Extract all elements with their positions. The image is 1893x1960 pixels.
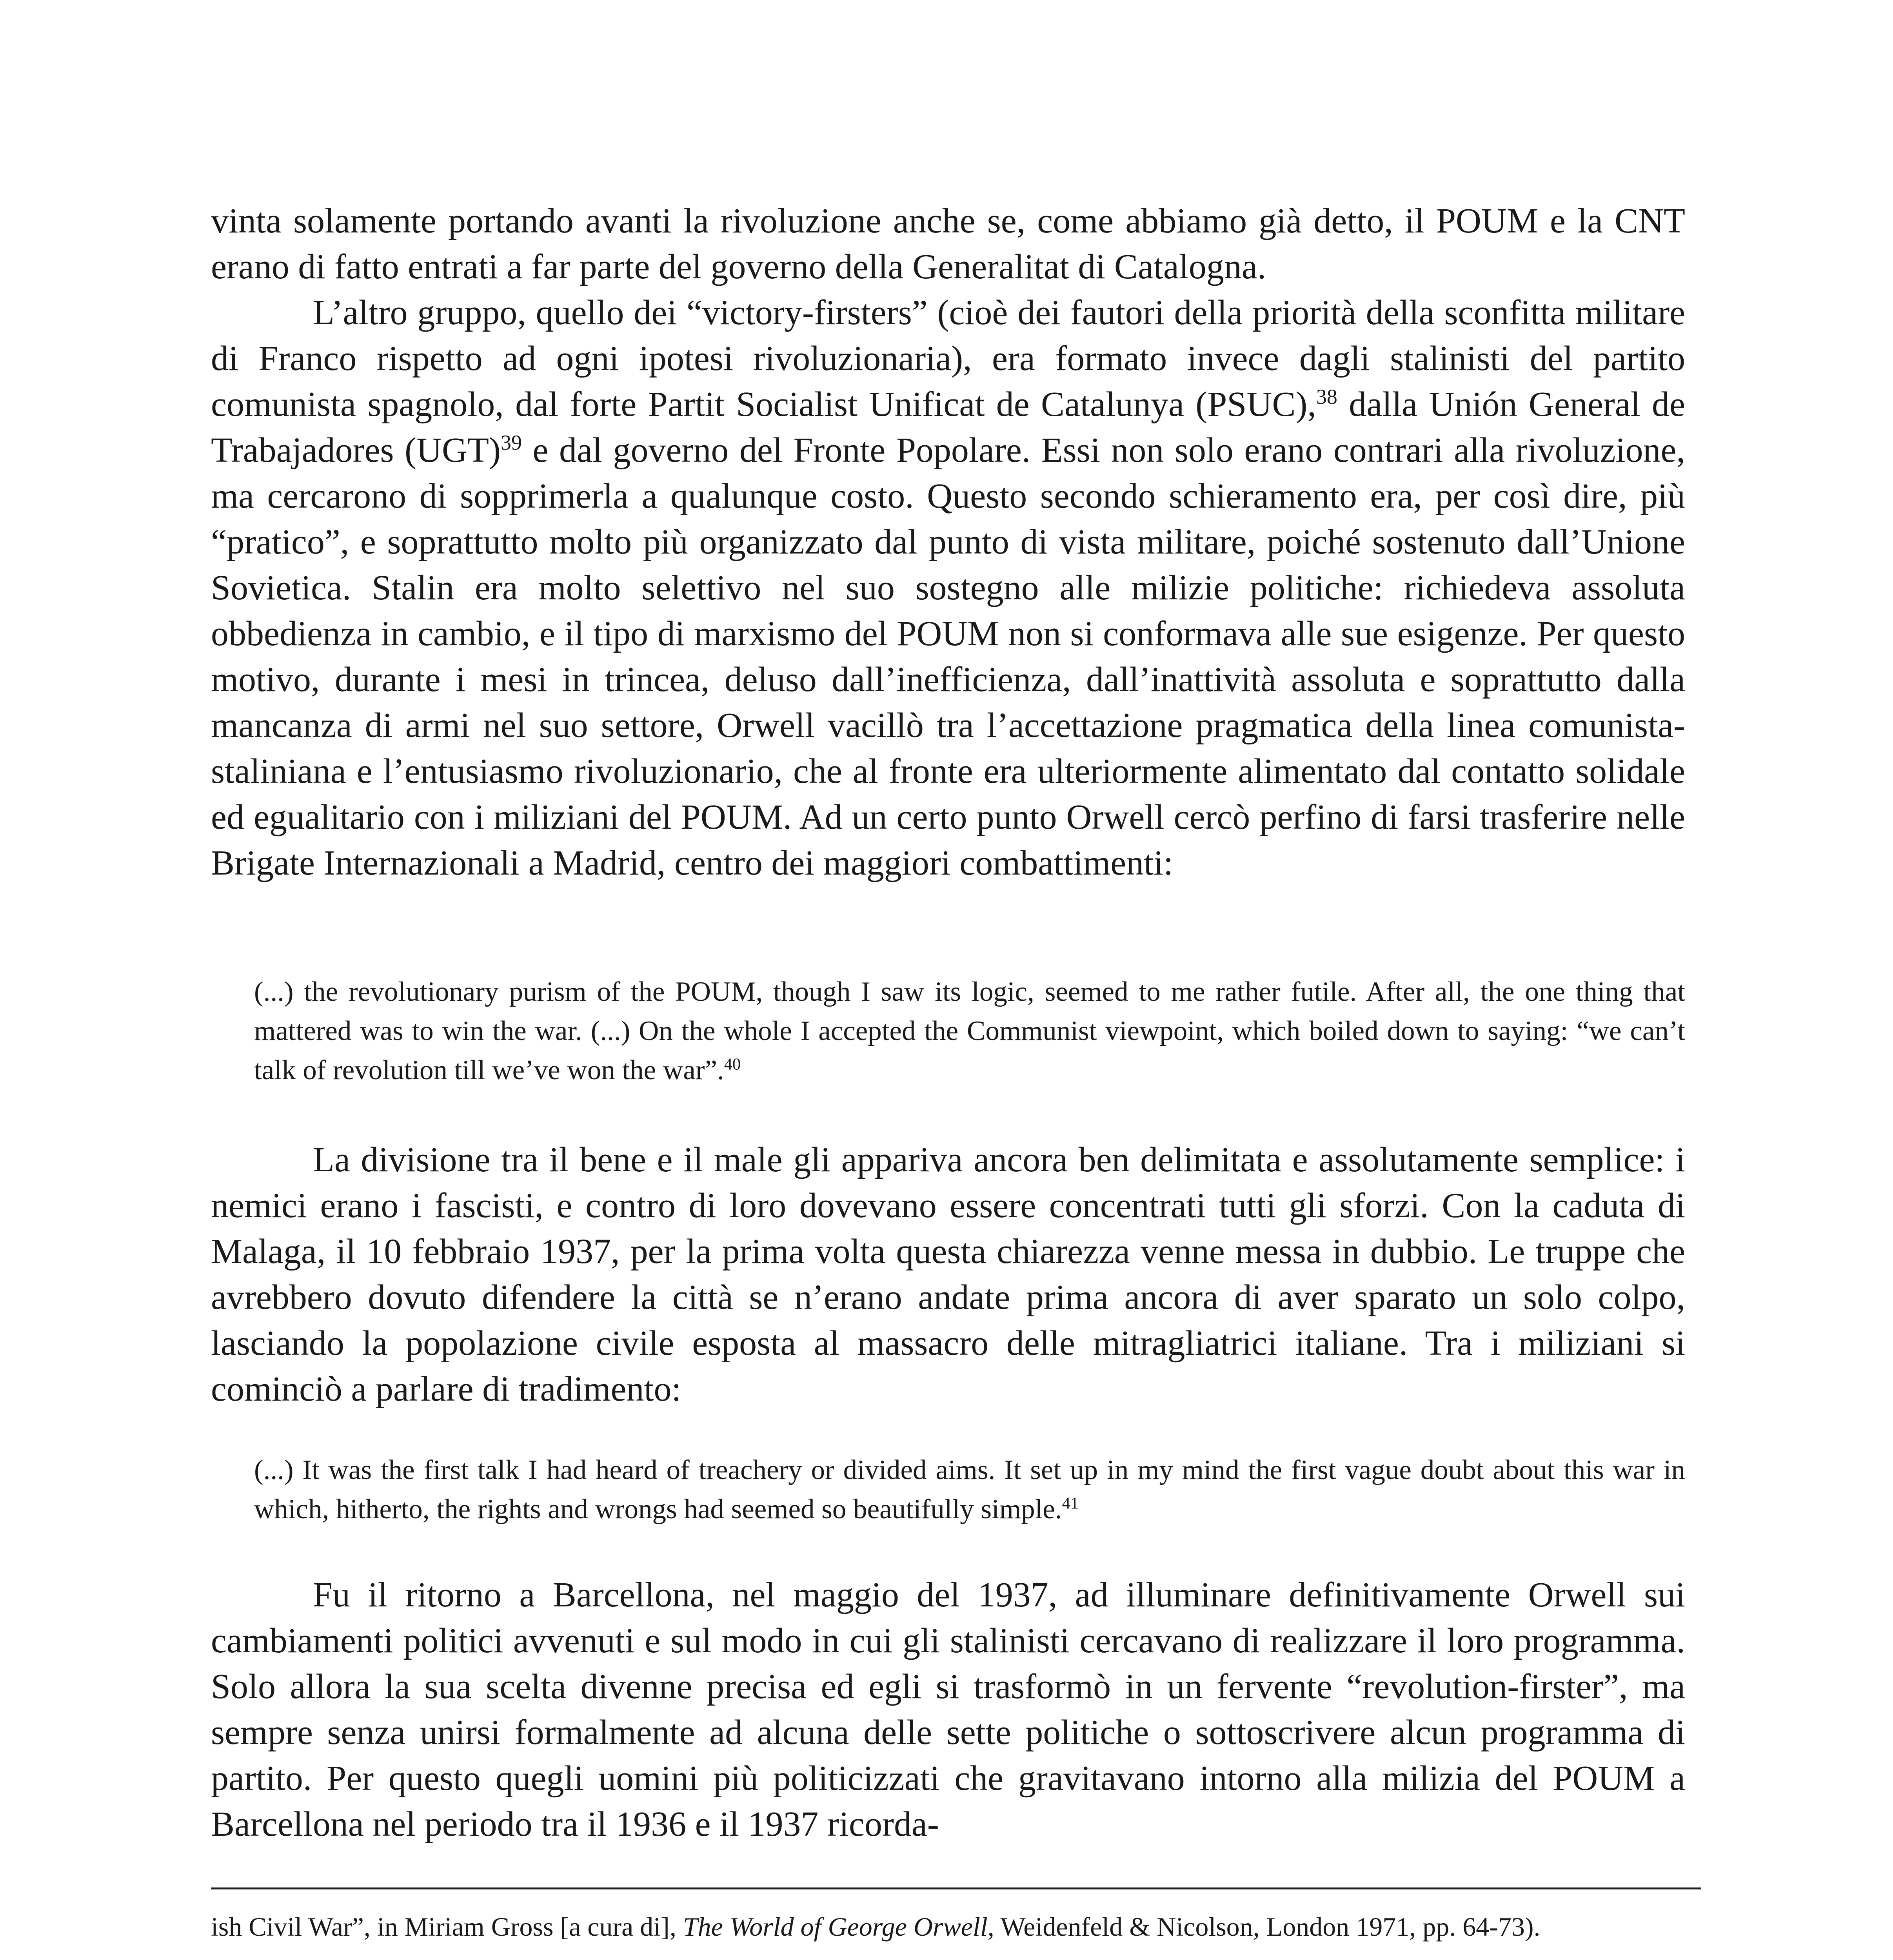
footnote-text: , Weidenfeld & Nicolson, London 1971, pp. 64-73). — [987, 1912, 1541, 1942]
paragraph-text: e dal governo del Fronte Popolare. Essi non solo erano contrari alla rivoluzione, ma cercarono di sopprimerla a qualunque costo. Questo secondo schieramento era, per così dire, più “pratico”, e soprattutto molto più organizzato dal punto di vista militare, poiché sostenuto dall’Unione Sovietica. Stalin era molto selettivo nel suo sostegno alle milizie politiche: richiedeva assoluta obbedienza in cambio, e il tipo di marxismo del POUM non si conformava alle sue esigenze. Per questo motivo, durante i mesi in trincea, deluso dall’inefficienza, dall’inattività assoluta e soprattutto dalla mancanza di armi nel suo settore, Orwell vacillò tra l’accettazione pragmatica della linea comunista-staliniana e l’entusiasmo rivoluzionario, che al fronte era ulteriormente alimentato dal contatto solidale ed egualitario con i miliziani del POUM. Ad un certo punto Orwell cercò perfino di farsi trasferire nelle Brigate Internazionali a Madrid, centro dei maggiori combattimenti: — [211, 431, 1685, 882]
paragraph-text: L’altro gruppo, quello dei “victory-firsters” (cioè dei fautori della priorità della sconfitta militare di Franco rispetto ad ogni ipotesi rivoluzionaria), era formato invece dagli stalinisti del partito comunista spagnolo, dal forte Partit Socialist Unificat de Catalunya (PSUC), — [211, 293, 1685, 424]
paragraph-barcellona — [211, 1572, 1685, 1847]
footnote-separator — [211, 1887, 1701, 1889]
footnote-ref-39[interactable]: 39 — [501, 431, 522, 454]
quote-text: (...) It was the first talk I had heard of treachery or divided aims. It set up in my mind the first vague doubt about this war in which, hitherto, the rights and wrongs had seemed so beautifully simple. — [254, 1455, 1685, 1524]
footnote-ref-41[interactable]: 41 — [1062, 1494, 1079, 1513]
block-quote-2 — [254, 1450, 1685, 1529]
book-title: The World of George Orwell — [683, 1912, 988, 1942]
paragraph-text: La divisione tra il bene e il male gli appariva ancora ben delimitata e assolutamente semplice: i nemici erano i fascisti, e contro di loro dovevano essere concentrati tutti gli sforzi. Con la caduta di Malaga, il 10 febbraio 1937, per la prima volta questa chiarezza venne messa in dubbio. Le truppe che avrebbero dovuto difendere la città se n’erano andate prima ancora di aver sparato un solo colpo, lasciando la popolazione civile esposta al massacro delle mitragliatrici italiane. Tra i miliziani si cominciò a parlare di tradimento: — [211, 1140, 1685, 1408]
quote-text: (...) the revolutionary purism of the POUM, though I saw its logic, seemed to me rather futile. After all, the one thing that mattered was to win the war. (...) On the whole I accepted the Communist viewpoint, which boiled down to saying: “we can’t talk of revolution till we’ve won the war”. — [254, 976, 1685, 1085]
paragraph-text: Fu il ritorno a Barcellona, nel maggio del 1937, ad illuminare definitivamente Orwell sui cambiamenti politici avvenuti e sul modo in cui gli stalinisti cercavano di realizzare il loro programma. Solo allora la sua scelta divenne precisa ed egli si trasformò in un fervente “revolution-firster”, ma sempre senza unirsi formalmente ad alcuna delle sette politiche o sottoscrivere alcun programma di partito. Per questo quegli uomini più politicizzati che gravitavano intorno alla milizia del POUM a Barcellona nel periodo tra il 1936 e il 1937 ricorda- — [211, 1575, 1685, 1844]
paragraph-text: dalla Unión General de Trabajadores (UGT) — [211, 385, 1685, 470]
paragraph-text: vinta solamente portando avanti la rivoluzione anche se, come abbiamo già detto, il POUM e la CNT erano di fatto entrati a far parte del governo della Generalitat di Catalogna. — [211, 201, 1685, 286]
paragraph-malaga — [211, 1137, 1685, 1412]
paragraph-victory-firsters — [211, 290, 1685, 886]
block-quote-1 — [254, 972, 1685, 1090]
footnote-ref-38[interactable]: 38 — [1316, 385, 1337, 408]
footnote-ref-40[interactable]: 40 — [724, 1055, 741, 1074]
footnote-text: ish Civil War”, in Miriam Gross [a cura di], — [211, 1912, 683, 1942]
footnote-continued — [211, 1909, 1685, 1944]
paragraph-continued — [211, 198, 1685, 290]
